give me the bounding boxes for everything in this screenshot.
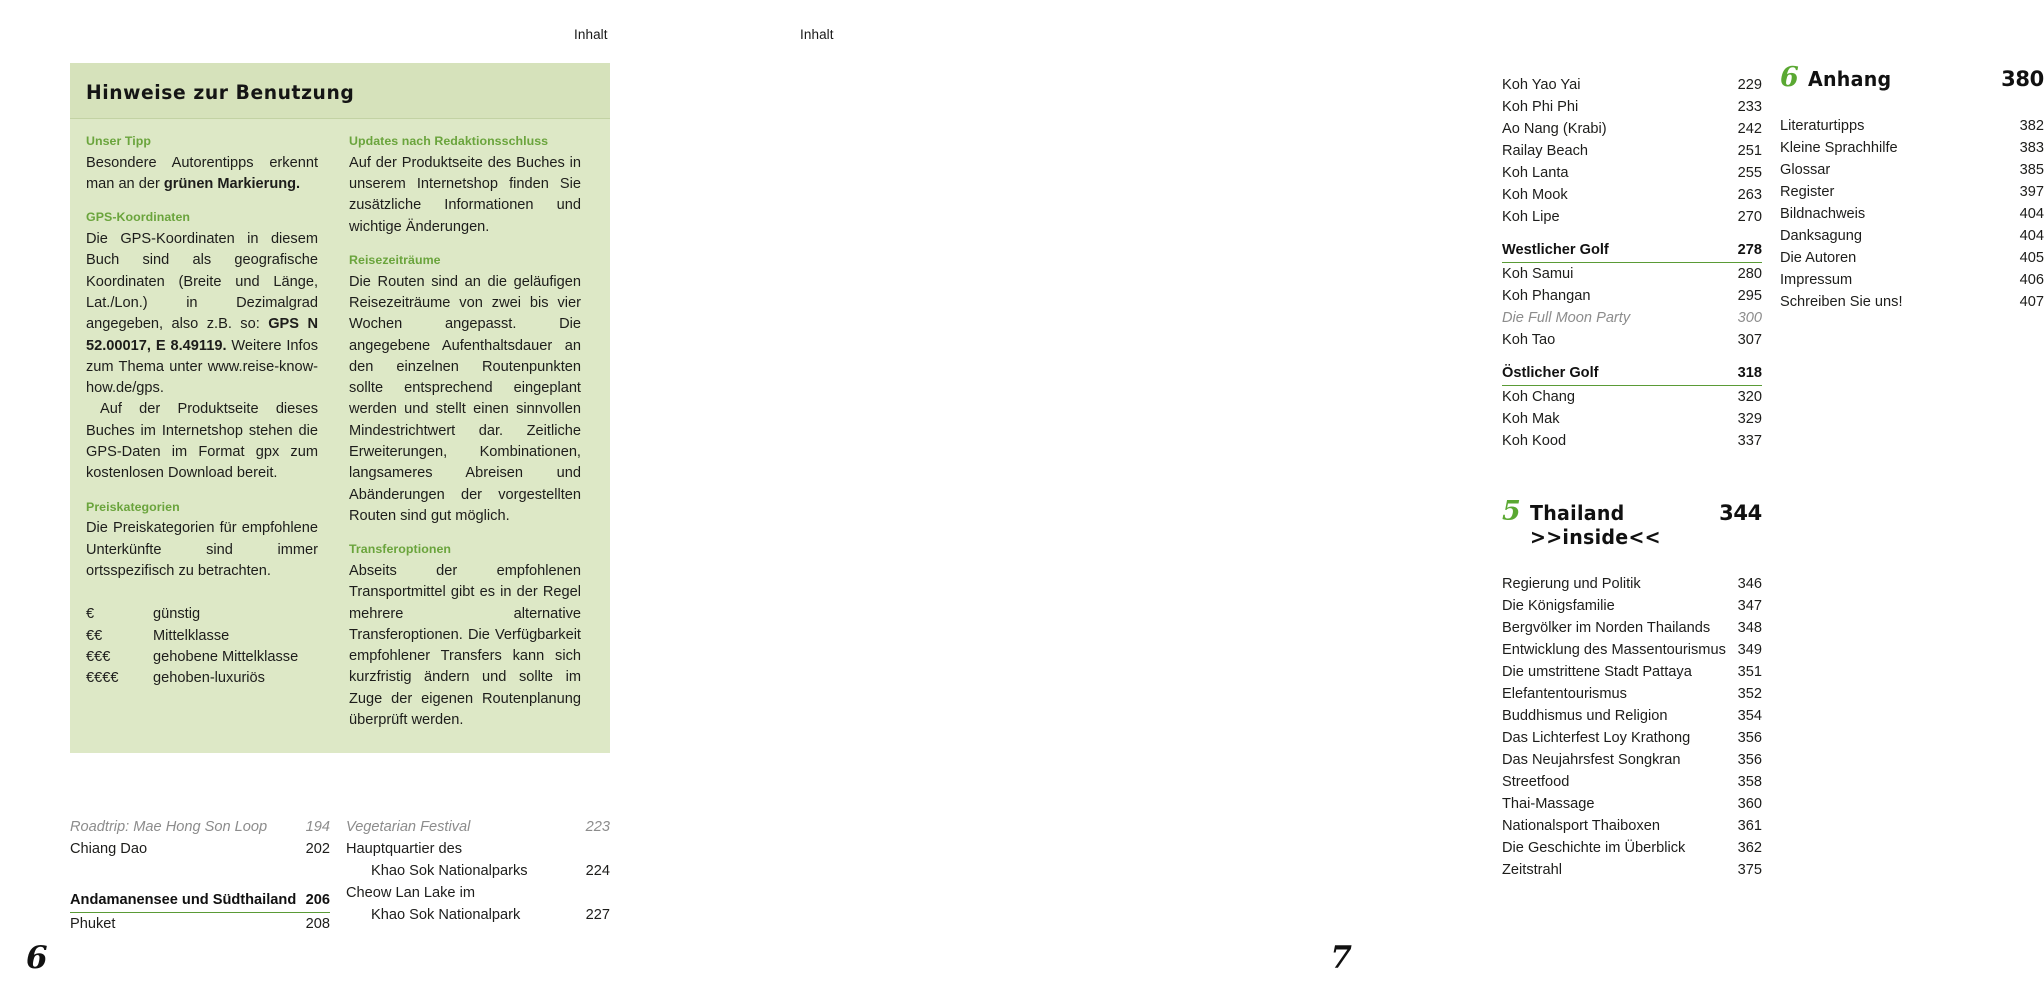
toc-entry-page: 278 bbox=[1737, 242, 1762, 258]
toc-entry-label: Koh Mak bbox=[1502, 411, 1560, 427]
info-text: Die GPS-Koordinaten in diesem Buch sind als geografische Koordinaten (Breite und Länge, Lat./Lon.) in Dezimalgrad angegeben, also z.B. so: bbox=[86, 231, 318, 333]
toc-entry-label: Elefantentourismus bbox=[1502, 686, 1627, 702]
toc-entry-label: Entwicklung des Massentourismus bbox=[1502, 642, 1726, 658]
toc-entry-label: Die Autoren bbox=[1780, 250, 1857, 266]
running-head-right: Inhalt bbox=[800, 27, 834, 42]
price-label: Mittelklasse bbox=[153, 627, 230, 644]
price-category-row bbox=[86, 604, 318, 625]
info-text: Die Routen sind an die geläufigen Reisezeiträume von zwei bis vier Wochen angepasst. Die angegebene Aufenthaltsdauer an den einzelnen Routenpunkten sollte entsprechend eingeplant werden und stellt einen sinnvollen Mindestrichtwert dar. Zeitliche Erweiterungen, Kombinationen, langsameres Abreisen und Abänderungen der vorgestellten Routen sind gut möglich. bbox=[349, 273, 581, 524]
toc-entry-page: 407 bbox=[2019, 294, 2044, 310]
toc-entry-page: 295 bbox=[1737, 288, 1762, 304]
info-text: Auf der Produktseite des Buches in unserem Internetshop finden Sie zusätzliche Informationen und wichtige Änderungen. bbox=[349, 154, 581, 235]
toc-column-left-a bbox=[70, 816, 330, 935]
toc-spacer bbox=[70, 860, 330, 878]
toc-entry-label: Das Lichterfest Loy Krathong bbox=[1502, 730, 1691, 746]
toc-entry-page: 307 bbox=[1737, 332, 1762, 348]
toc-entry-label: Östlicher Golf bbox=[1502, 365, 1599, 381]
toc-entry-page: 356 bbox=[1737, 752, 1762, 768]
toc-entry-row[interactable] bbox=[1780, 225, 2044, 247]
toc-entry-page: 329 bbox=[1737, 411, 1762, 427]
toc-entry-page: 194 bbox=[305, 819, 330, 835]
toc-entry-row[interactable] bbox=[1502, 815, 1762, 837]
info-paragraph bbox=[349, 561, 581, 731]
info-text: Weitere Infos zum Thema unter www.reise-know-how.de/gps. bbox=[86, 337, 318, 397]
toc-entry-label: Koh Chang bbox=[1502, 389, 1576, 405]
toc-entry-row[interactable] bbox=[1502, 118, 1762, 140]
toc-entry-page: 360 bbox=[1737, 796, 1762, 812]
toc-entry-page: 300 bbox=[1737, 310, 1762, 326]
toc-entry-row[interactable] bbox=[1780, 203, 2044, 225]
toc-entry-row[interactable] bbox=[346, 816, 610, 838]
toc-entry-row[interactable] bbox=[346, 860, 610, 882]
info-subheading: Updates nach Redaktionsschluss bbox=[349, 134, 549, 148]
toc-entry-label: Koh Lanta bbox=[1502, 165, 1569, 181]
toc-entry-label: Koh Kood bbox=[1502, 433, 1567, 449]
toc-entry-label: Kleine Sprachhilfe bbox=[1780, 140, 1898, 156]
toc-entry-page: 354 bbox=[1737, 708, 1762, 724]
toc-entry-page: 405 bbox=[2019, 250, 2044, 266]
toc-entry-row[interactable] bbox=[1502, 771, 1762, 793]
price-symbol: €€€ bbox=[86, 648, 111, 665]
toc-entry-page: 202 bbox=[305, 841, 330, 857]
toc-entry-row[interactable] bbox=[1502, 307, 1762, 329]
toc-entry-page: 346 bbox=[1737, 576, 1762, 592]
toc-entry-page: 348 bbox=[1737, 620, 1762, 636]
toc-entry-label: Westlicher Golf bbox=[1502, 242, 1609, 258]
toc-entry-label: Hauptquartier des bbox=[346, 841, 463, 857]
toc-entry-label: Koh Mook bbox=[1502, 187, 1568, 203]
toc-entry-page: 208 bbox=[305, 916, 330, 932]
folio-page-number-left: 6 bbox=[26, 940, 48, 976]
price-symbol: €€€€ bbox=[86, 670, 119, 687]
toc-entry-row[interactable] bbox=[346, 838, 610, 860]
info-text: Besondere Autorentipps erkennt man an der bbox=[86, 154, 318, 193]
toc-entry-page: 382 bbox=[2019, 118, 2044, 134]
toc-entry-row[interactable] bbox=[346, 904, 610, 926]
toc-entry-row[interactable] bbox=[1780, 159, 2044, 181]
toc-entry-row[interactable] bbox=[1780, 137, 2044, 159]
toc-entry-page: 397 bbox=[2019, 184, 2044, 200]
toc-column-right-1 bbox=[1502, 74, 1762, 452]
toc-entry-label: Vegetarian Festival bbox=[346, 819, 471, 835]
toc-entries-anhang bbox=[1780, 115, 2044, 313]
toc-entry-label: Bildnachweis bbox=[1780, 206, 1866, 222]
toc-entry-label: Koh Tao bbox=[1502, 332, 1556, 348]
toc-entry-label: Chiang Dao bbox=[70, 841, 148, 857]
toc-entry-row[interactable] bbox=[1502, 329, 1762, 351]
toc-entry-row[interactable] bbox=[1502, 705, 1762, 727]
toc-entry-page: 227 bbox=[585, 907, 610, 923]
toc-entry-label: Impressum bbox=[1780, 272, 1853, 288]
toc-entry-label: Buddhismus und Religion bbox=[1502, 708, 1668, 724]
toc-entry-page: 406 bbox=[2019, 272, 2044, 288]
info-box bbox=[70, 63, 610, 753]
chapter-number: 5 bbox=[1502, 496, 1521, 527]
price-label: günstig bbox=[153, 606, 201, 623]
toc-section-row[interactable] bbox=[1502, 239, 1762, 263]
info-paragraph bbox=[349, 153, 581, 238]
toc-entry-label: Andamanensee und Südthailand bbox=[70, 892, 297, 908]
toc-entry-page: 383 bbox=[2019, 140, 2044, 156]
toc-entry-row[interactable] bbox=[1502, 162, 1762, 184]
toc-entry-row[interactable] bbox=[1780, 291, 2044, 313]
toc-chapter-anhang bbox=[1780, 64, 2044, 313]
toc-entry-label: Cheow Lan Lake im bbox=[346, 885, 475, 901]
toc-entry-label: Das Neujahrsfest Songkran bbox=[1502, 752, 1681, 768]
info-text-bold: GPS N 52.00017, E 8.49119. bbox=[86, 316, 318, 354]
toc-entry-label: Die Königsfamilie bbox=[1502, 598, 1615, 614]
toc-entry-page: 270 bbox=[1737, 209, 1762, 225]
toc-entry-row[interactable] bbox=[1502, 184, 1762, 206]
toc-entry-row[interactable] bbox=[1502, 639, 1762, 661]
toc-entry-label: Koh Phi Phi bbox=[1502, 99, 1579, 115]
toc-entry-label: Nationalsport Thaiboxen bbox=[1502, 818, 1660, 834]
info-paragraph bbox=[86, 153, 318, 196]
info-paragraph bbox=[349, 272, 581, 528]
toc-entry-page: 255 bbox=[1737, 165, 1762, 181]
toc-entry-page: 351 bbox=[1737, 664, 1762, 680]
toc-entry-row[interactable] bbox=[1502, 140, 1762, 162]
price-symbol: €€ bbox=[86, 627, 103, 644]
toc-entry-row[interactable] bbox=[1502, 793, 1762, 815]
info-box-column-left bbox=[86, 133, 318, 731]
toc-chapter-thailand-inside bbox=[1502, 498, 1762, 881]
toc-entry-label: Die Full Moon Party bbox=[1502, 310, 1631, 326]
toc-entry-row[interactable] bbox=[1502, 74, 1762, 96]
toc-entry-row[interactable] bbox=[346, 882, 610, 904]
toc-entry-page: 263 bbox=[1737, 187, 1762, 203]
toc-entry-label: Koh Samui bbox=[1502, 266, 1574, 282]
toc-entry-page: 404 bbox=[2019, 228, 2044, 244]
info-text: Die Preiskategorien für empfohlene Unterkünfte sind immer ortsspezifisch zu betrachten. bbox=[86, 520, 318, 579]
toc-entry-row[interactable] bbox=[1502, 595, 1762, 617]
price-label: gehoben-luxuriös bbox=[153, 670, 265, 687]
chapter-page-number: 344 bbox=[1719, 501, 1762, 525]
info-subheading: GPS-Koordinaten bbox=[86, 210, 191, 225]
chapter-heading-anhang bbox=[1780, 64, 2044, 91]
toc-entry-row[interactable] bbox=[1502, 749, 1762, 771]
info-box-column-right bbox=[349, 133, 581, 731]
info-text: Auf der Produktseite dieses Buches im Internetshop stehen die GPS-Daten im Format gpx zum kostenlosen Download bereit. bbox=[86, 401, 318, 482]
toc-entry-label: Bergvölker im Norden Thailands bbox=[1502, 620, 1711, 636]
toc-entry-page: 223 bbox=[585, 819, 610, 835]
toc-entry-label: Phuket bbox=[70, 916, 116, 932]
toc-entry-label: Railay Beach bbox=[1502, 143, 1588, 159]
price-label: gehobene Mittelklasse bbox=[153, 648, 299, 665]
toc-entry-page: 229 bbox=[1737, 77, 1762, 93]
chapter-number: 6 bbox=[1780, 62, 1799, 93]
toc-entry-page: 224 bbox=[585, 863, 610, 879]
info-paragraph bbox=[86, 399, 318, 484]
info-subheading: Preiskategorien bbox=[86, 499, 180, 514]
toc-entry-row[interactable] bbox=[70, 838, 330, 860]
chapter-title: Thailand >>inside<< bbox=[1529, 501, 1661, 549]
info-paragraph bbox=[86, 518, 318, 582]
toc-entry-row[interactable] bbox=[1780, 269, 2044, 291]
toc-entry-label: Die Geschichte im Überblick bbox=[1502, 840, 1686, 856]
info-subheading: Reisezeiträume bbox=[349, 252, 441, 267]
toc-entry-row[interactable] bbox=[1502, 727, 1762, 749]
toc-section-row[interactable] bbox=[70, 889, 330, 913]
toc-entry-label: Danksagung bbox=[1780, 228, 1862, 244]
toc-entry-row[interactable] bbox=[1502, 837, 1762, 859]
toc-entry-label: Khao Sok Nationalpark bbox=[371, 907, 521, 923]
toc-entry-page: 318 bbox=[1737, 365, 1762, 381]
toc-entry-page: 349 bbox=[1737, 642, 1762, 658]
info-text: Abseits der empfohlenen Transportmittel gibt es in der Regel mehrere alternative Transferoptionen. Die Verfügbarkeit empfohlener Transfers kann sich kurzfristig ändern und sollte im Zuge der eigenen Routenplanung überprüft werden. bbox=[349, 562, 581, 729]
toc-entry-row[interactable] bbox=[70, 816, 330, 838]
info-paragraph bbox=[86, 229, 318, 399]
toc-entry-row[interactable] bbox=[1502, 573, 1762, 595]
toc-entry-page: 361 bbox=[1737, 818, 1762, 834]
toc-entry-page: 337 bbox=[1737, 433, 1762, 449]
toc-entry-page: 404 bbox=[2019, 206, 2044, 222]
toc-entries-thailand-inside bbox=[1502, 573, 1762, 881]
info-box-header bbox=[70, 63, 610, 119]
toc-entry-page: 347 bbox=[1737, 598, 1762, 614]
price-category-row bbox=[86, 668, 318, 689]
chapter-heading-thailand-inside bbox=[1502, 498, 1762, 549]
toc-entry-row[interactable] bbox=[1780, 247, 2044, 269]
toc-entry-label: Ao Nang (Krabi) bbox=[1502, 121, 1607, 137]
toc-entry-page: 385 bbox=[2019, 162, 2044, 178]
toc-entry-label: Koh Lipe bbox=[1502, 209, 1560, 225]
toc-entry-label: Koh Phangan bbox=[1502, 288, 1591, 304]
toc-entry-label: Literaturtipps bbox=[1780, 118, 1865, 134]
chapter-title: Anhang bbox=[1807, 67, 1892, 91]
toc-entry-row[interactable] bbox=[70, 913, 330, 935]
toc-entry-row[interactable] bbox=[1502, 96, 1762, 118]
toc-entry-label: Die umstrittene Stadt Pattaya bbox=[1502, 664, 1692, 680]
toc-entry-page: 320 bbox=[1737, 389, 1762, 405]
info-subheading: Transferoptionen bbox=[349, 542, 451, 557]
price-category-row bbox=[86, 626, 318, 647]
price-category-table bbox=[86, 604, 318, 689]
toc-entry-label: Khao Sok Nationalparks bbox=[371, 863, 528, 879]
toc-entry-page: 352 bbox=[1737, 686, 1762, 702]
toc-entry-row[interactable] bbox=[1502, 285, 1762, 307]
info-box-body bbox=[70, 119, 610, 753]
toc-column-left-b bbox=[346, 816, 610, 926]
toc-entry-label: Thai-Massage bbox=[1502, 796, 1595, 812]
toc-entry-page: 206 bbox=[305, 892, 330, 908]
toc-section-row[interactable] bbox=[1502, 362, 1762, 386]
price-symbol: € bbox=[86, 606, 95, 623]
running-head-left: Inhalt bbox=[574, 27, 608, 42]
toc-entry-page: 358 bbox=[1737, 774, 1762, 790]
toc-entry-row[interactable] bbox=[1780, 115, 2044, 137]
info-box-title: Hinweise zur Benutzung bbox=[86, 81, 355, 104]
toc-entry-page: 280 bbox=[1737, 266, 1762, 282]
toc-entry-page: 233 bbox=[1737, 99, 1762, 115]
page-right bbox=[704, 0, 2044, 1000]
toc-entry-label: Register bbox=[1780, 184, 1835, 200]
chapter-page-number: 380 bbox=[2001, 67, 2044, 91]
toc-entry-row[interactable] bbox=[1502, 683, 1762, 705]
toc-entry-label: Glossar bbox=[1780, 162, 1831, 178]
info-text-bold: grünen Markierung. bbox=[163, 176, 301, 193]
toc-entry-label: Schreiben Sie uns! bbox=[1780, 294, 1903, 310]
page-left bbox=[0, 0, 704, 1000]
toc-entry-row[interactable] bbox=[1502, 263, 1762, 285]
toc-entry-row[interactable] bbox=[1780, 181, 2044, 203]
toc-entry-page: 362 bbox=[1737, 840, 1762, 856]
toc-entry-label: Koh Yao Yai bbox=[1502, 77, 1581, 93]
toc-entry-row[interactable] bbox=[1502, 617, 1762, 639]
toc-entry-page: 242 bbox=[1737, 121, 1762, 137]
toc-entry-page: 251 bbox=[1737, 143, 1762, 159]
toc-entry-page: 375 bbox=[1737, 862, 1762, 878]
toc-entry-row[interactable] bbox=[1502, 386, 1762, 408]
toc-entry-row[interactable] bbox=[1502, 661, 1762, 683]
folio-page-number-right: 7 bbox=[1330, 940, 1352, 976]
info-subheading: Unser Tipp bbox=[86, 134, 151, 148]
price-category-row bbox=[86, 647, 318, 668]
toc-entry-label: Zeitstrahl bbox=[1502, 862, 1563, 878]
toc-entry-label: Regierung und Politik bbox=[1502, 576, 1641, 592]
toc-entry-page: 356 bbox=[1737, 730, 1762, 746]
toc-entry-row[interactable] bbox=[1502, 430, 1762, 452]
toc-entry-label: Roadtrip: Mae Hong Son Loop bbox=[70, 819, 268, 835]
toc-entry-label: Streetfood bbox=[1502, 774, 1570, 790]
toc-entry-row[interactable] bbox=[1502, 859, 1762, 881]
toc-entry-row[interactable] bbox=[1502, 206, 1762, 228]
toc-entry-row[interactable] bbox=[1502, 408, 1762, 430]
